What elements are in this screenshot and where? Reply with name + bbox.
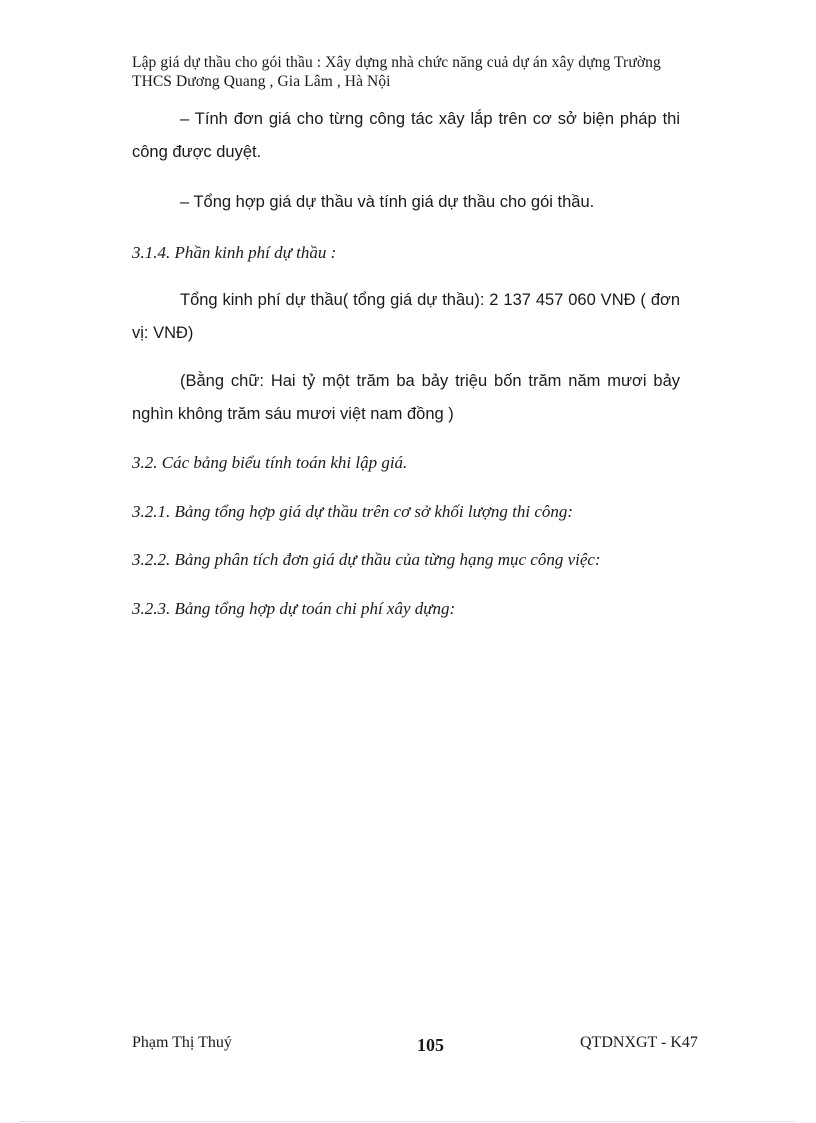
footer-author: Phạm Thị Thuý (132, 1034, 232, 1051)
section-heading-3-2-2: 3.2.2. Bảng phân tích đơn giá dự thầu của từng hạng mục công việc: (132, 550, 601, 569)
paragraph-total-in-words: (Bằng chữ: Hai tỷ một trăm ba bảy triệu bốn trăm năm mươi bảy nghìn không trăm sáu mươi việt nam đồng ) (132, 372, 680, 423)
footer-class-code: QTDNXGT - K47 (580, 1034, 698, 1051)
section-heading-3-2-3: 3.2.3. Bảng tổng hợp dự toán chi phí xây dựng: (132, 599, 456, 618)
section-heading-3-2: 3.2. Các bảng biểu tính toán khi lập giá. (132, 453, 408, 472)
header-title: Lập giá dự thầu cho gói thầu : Xây dựng nhà chức năng cuả dự án xây dựng Trường THCS Dương Quang , Gia Lâm , Hà Nội (132, 54, 661, 90)
page-header (132, 53, 692, 91)
paragraph-unit-price-bullet: – Tính đơn giá cho từng công tác xây lắp trên cơ sở biện pháp thi công được duyệt. (132, 110, 680, 161)
section-heading-3-1-4: 3.1.4. Phần kinh phí dự thầu : (132, 243, 337, 262)
page-footer (0, 1032, 816, 1058)
bottom-divider (20, 1121, 796, 1122)
paragraph-total-cost: Tổng kinh phí dự thầu( tổng giá dự thầu): 2 137 457 060 VNĐ ( đơn vị: VNĐ) (132, 291, 680, 342)
section-heading-3-2-1: 3.2.1. Bảng tổng hợp giá dự thầu trên cơ sở khối lượng thi công: (132, 502, 574, 521)
paragraph-summary-bullet: – Tổng hợp giá dự thầu và tính giá dự thầu cho gói thầu. (180, 193, 595, 211)
footer-page-number: 105 (417, 1035, 444, 1055)
